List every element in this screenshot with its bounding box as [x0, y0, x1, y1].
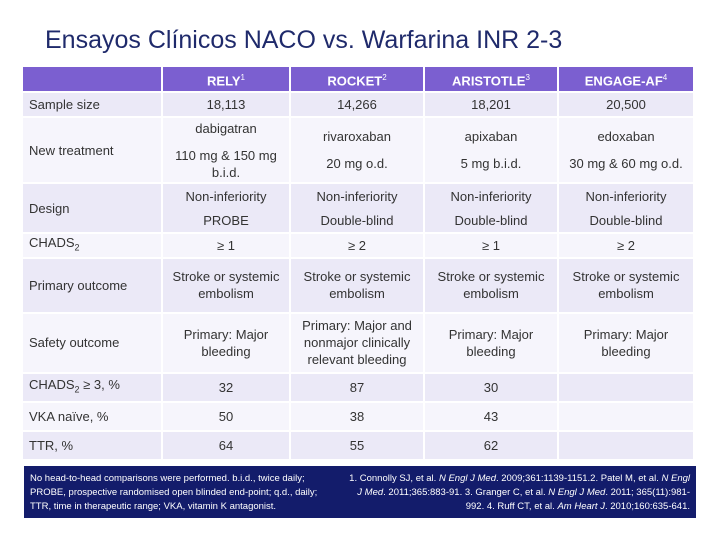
- table-cell: Stroke or systemic embolism: [162, 258, 290, 313]
- table-corner-cell: [22, 66, 162, 92]
- table-cell: [290, 117, 424, 183]
- table-cell: 50: [162, 402, 290, 431]
- table-cell: [424, 117, 558, 183]
- header-engage-af: ENGAGE-$AF^4$: [558, 66, 694, 92]
- table-cell: ≥ 1: [162, 233, 290, 258]
- row-label: $CHADS_2$: [22, 233, 162, 258]
- table-cell: Primary: Major bleeding: [162, 313, 290, 373]
- row-label: Sample size: [22, 92, 162, 117]
- footnote-box: [24, 466, 696, 518]
- table-row-design: [22, 183, 694, 233]
- table-cell: Primary: Major and nonmajor clinically relevant bleeding: [290, 313, 424, 373]
- table-cell: 18,201: [424, 92, 558, 117]
- table-cell: 20,500: [558, 92, 694, 117]
- table-cell: ≥ 1: [424, 233, 558, 258]
- table-cell: [290, 183, 424, 233]
- table-row-safety-outcome: [22, 313, 694, 373]
- table-row-new-treatment: [22, 117, 694, 183]
- table-cell: [558, 373, 694, 402]
- row-label: New treatment: [22, 117, 162, 183]
- table-cell: Primary: Major bleeding: [558, 313, 694, 373]
- drug-name: rivaroxaban: [323, 129, 391, 144]
- header-aristotle: ARISTOTLE$^3$: [424, 66, 558, 92]
- design-type: Non-inferiority: [185, 188, 267, 204]
- design-type: Non-inferiority: [316, 188, 398, 204]
- slide-title: Ensayos Clínicos NACO vs. Warfarina INR 2-3: [45, 26, 563, 54]
- table-row-sample-size: [22, 92, 694, 117]
- table-cell: 32: [162, 373, 290, 402]
- table-cell: 30: [424, 373, 558, 402]
- row-label: VKA naïve, %: [22, 402, 162, 431]
- table-cell: [162, 183, 290, 233]
- footnote-abbreviations: No head-to-head comparisons were performed. b.i.d., twice daily; PROBE, prospective randomised open blinded end-point; q.d., daily; TTR, time in therapeutic range; VKA, vitamin K antagonist.: [30, 473, 318, 512]
- drug-dose: 20 mg o.d.: [326, 156, 388, 171]
- table-cell: [558, 117, 694, 183]
- table-cell: [162, 117, 290, 183]
- table-cell: 62: [424, 431, 558, 460]
- table-cell: [424, 183, 558, 233]
- design-type: Non-inferiority: [585, 188, 667, 204]
- design-type: Non-inferiority: [450, 188, 532, 204]
- table-cell: Primary: Major bleeding: [424, 313, 558, 373]
- drug-dose: 110 mg & 150 mg b.i.d.: [175, 147, 277, 180]
- drug-name: edoxaban: [597, 129, 655, 144]
- header-rocket: ROCKET$^2$: [290, 66, 424, 92]
- table-row-ttr: [22, 431, 694, 460]
- row-label: $CHADS_2 \ge 3$, %: [22, 373, 162, 402]
- table-cell: 18,113: [162, 92, 290, 117]
- table-cell: Stroke or systemic embolism: [558, 258, 694, 313]
- drug-dose: 30 mg & 60 mg o.d.: [569, 156, 683, 171]
- table-header-row: [22, 66, 694, 92]
- table-cell: [558, 402, 694, 431]
- table-cell: ≥ 2: [558, 233, 694, 258]
- table-cell: Stroke or systemic embolism: [424, 258, 558, 313]
- footnote-references: 1. Connolly SJ, et al. N Engl J Med. 2009;361:1139-1151.2. Patel M, et al. N Engl J Med. 2011;365:883-91. 3. Granger C, et al. N Engl J Med. 2011; 365(11):981-992. 4. Ruff CT, et al. Am Heart J. 2010;160:635-641.: [349, 473, 690, 512]
- trials-comparison-table: [21, 65, 695, 461]
- design-blinding: PROBE: [203, 212, 249, 228]
- drug-dose: 5 mg b.i.d.: [460, 156, 522, 171]
- table-cell: [558, 183, 694, 233]
- drug-name: apixaban: [464, 129, 518, 144]
- design-blinding: Double-blind: [320, 212, 394, 228]
- table-cell: ≥ 2: [290, 233, 424, 258]
- header-rely: RELY$^1$: [162, 66, 290, 92]
- table-row-vka-naive: [22, 402, 694, 431]
- design-blinding: Double-blind: [589, 212, 663, 228]
- table-cell: 64: [162, 431, 290, 460]
- table-cell: 38: [290, 402, 424, 431]
- table-row-chads2-ge3: [22, 373, 694, 402]
- row-label: TTR, %: [22, 431, 162, 460]
- row-label: Safety outcome: [22, 313, 162, 373]
- row-label: Primary outcome: [22, 258, 162, 313]
- table-row-chads2: [22, 233, 694, 258]
- row-label: Design: [22, 183, 162, 233]
- table-cell: [558, 431, 694, 460]
- table-row-primary-outcome: [22, 258, 694, 313]
- table-cell: 14,266: [290, 92, 424, 117]
- table-cell: 87: [290, 373, 424, 402]
- table-cell: Stroke or systemic embolism: [290, 258, 424, 313]
- table-cell: 55: [290, 431, 424, 460]
- drug-name: dabigatran: [195, 120, 257, 136]
- design-blinding: Double-blind: [454, 212, 528, 228]
- table-cell: 43: [424, 402, 558, 431]
